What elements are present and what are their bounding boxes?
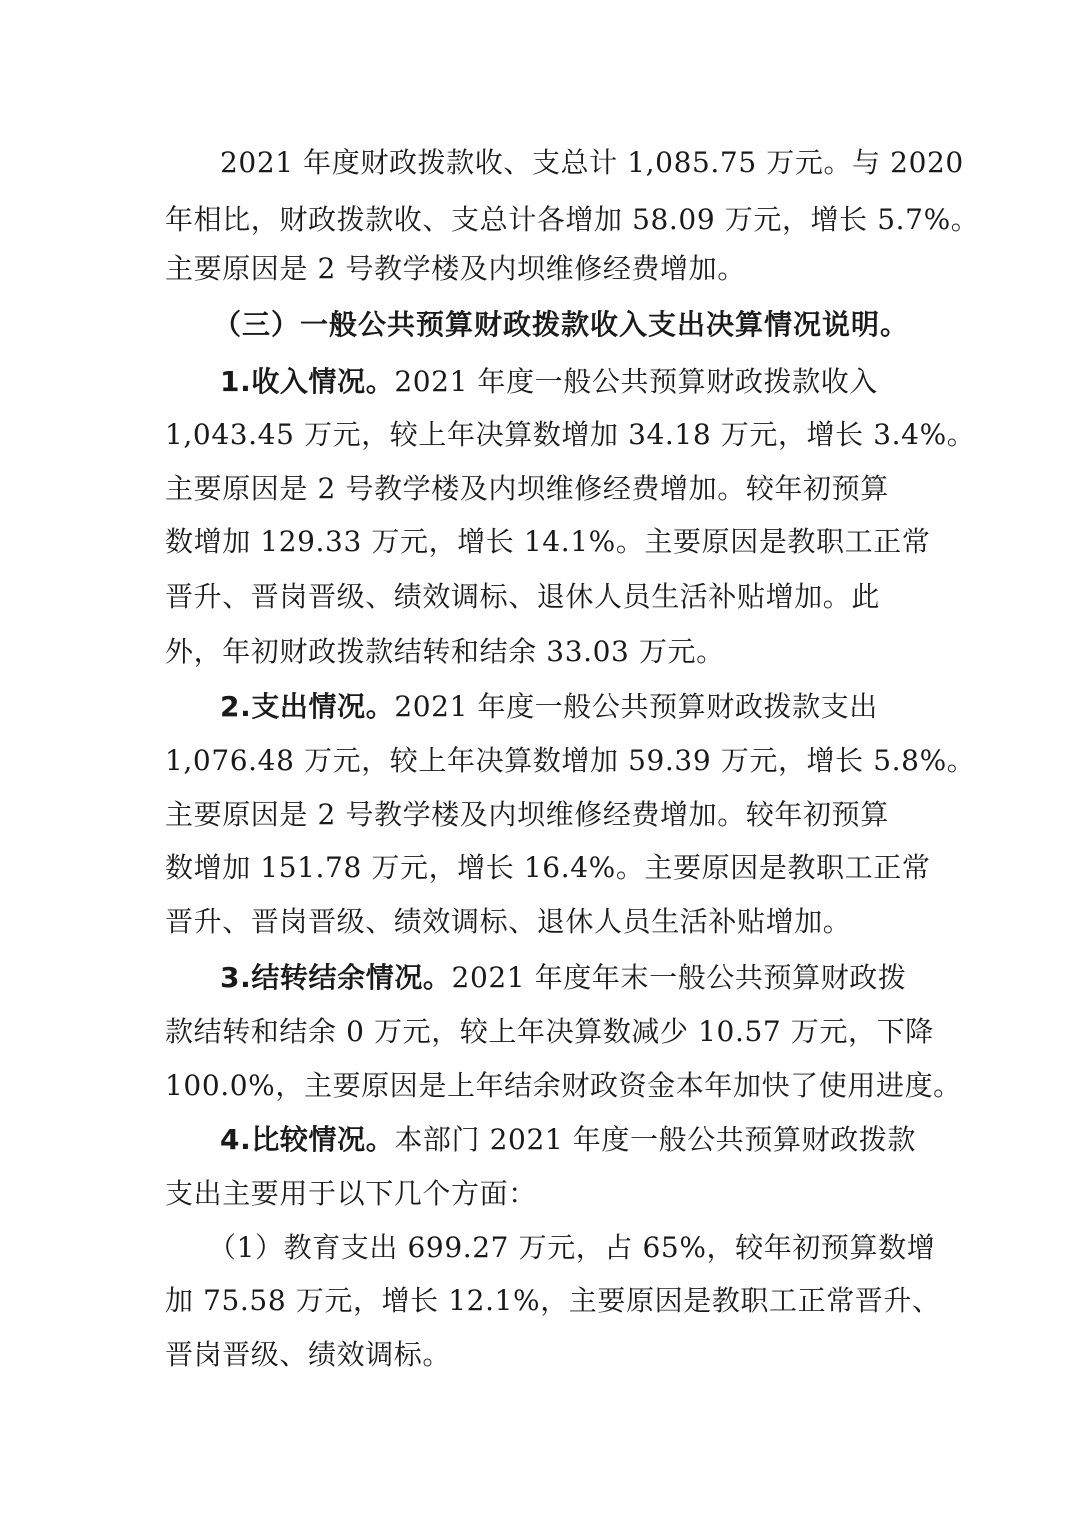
paragraph-line xyxy=(220,958,907,998)
paragraph-line: 外，年初财政拨款结转和结余 33.03 万元。 xyxy=(165,635,725,668)
paragraph-line xyxy=(220,362,878,402)
paragraph-line xyxy=(220,687,878,727)
paragraph-line: 晋升、晋岗晋级、绩效调标、退休人员生活补贴增加。 xyxy=(165,905,852,938)
paragraph-line: 主要原因是 2 号教学楼及内坝维修经费增加。较年初预算 xyxy=(165,798,889,831)
paragraph-line: 支出主要用于以下几个方面： xyxy=(165,1177,537,1210)
paragraph-line: 1,043.45 万元，较上年决算数增加 34.18 万元，增长 3.4%。 xyxy=(165,418,976,451)
paragraph-line: 数增加 129.33 万元，增长 14.1%。主要原因是教职工正常 xyxy=(165,525,931,558)
paragraph-line: （1）教育支出 699.27 万元，占 65%，较年初预算数增 xyxy=(208,1231,936,1264)
paragraph-line: 晋岗晋级、绩效调标。 xyxy=(165,1338,452,1371)
paragraph-line: 2021 年度财政拨款收、支总计 1,085.75 万元。与 2020 xyxy=(220,146,964,179)
paragraph-line: 主要原因是 2 号教学楼及内坝维修经费增加。较年初预算 xyxy=(165,472,889,505)
paragraph-line: 晋升、晋岗晋级、绩效调标、退休人员生活补贴增加。此 xyxy=(165,580,881,613)
expense-title: 2.支出情况。 xyxy=(220,690,395,723)
compare-text: 本部门 2021 年度一般公共预算财政拨款 xyxy=(394,1123,916,1156)
compare-title: 4.比较情况。 xyxy=(220,1123,395,1156)
paragraph-line: 100.0%，主要原因是上年结余财政资金本年加快了使用进度。 xyxy=(165,1069,962,1102)
paragraph-line: 数增加 151.78 万元，增长 16.4%。主要原因是教职工正常 xyxy=(165,851,931,884)
balance-text: 2021 年度年末一般公共预算财政拨 xyxy=(451,961,907,994)
paragraph-line: 加 75.58 万元，增长 12.1%，主要原因是教职工正常晋升、 xyxy=(165,1284,941,1317)
paragraph-line: 款结转和结余 0 万元，较上年决算数减少 10.57 万元，下降 xyxy=(165,1015,934,1048)
paragraph-line: 1,076.48 万元，较上年决算数增加 59.39 万元，增长 5.8%。 xyxy=(165,744,976,777)
balance-title: 3.结转结余情况。 xyxy=(220,961,452,994)
paragraph-line: 主要原因是 2 号教学楼及内坝维修经费增加。 xyxy=(165,252,746,285)
income-text: 2021 年度一般公共预算财政拨款收入 xyxy=(394,365,878,398)
paragraph-line: 年相比，财政拨款收、支总计各增加 58.09 万元，增长 5.7%。 xyxy=(165,203,980,236)
expense-text: 2021 年度一般公共预算财政拨款支出 xyxy=(394,690,878,723)
section-heading: （三）一般公共预算财政拨款收入支出决算情况说明。 xyxy=(213,308,910,341)
income-title: 1.收入情况。 xyxy=(220,365,395,398)
paragraph-line xyxy=(220,1120,916,1160)
